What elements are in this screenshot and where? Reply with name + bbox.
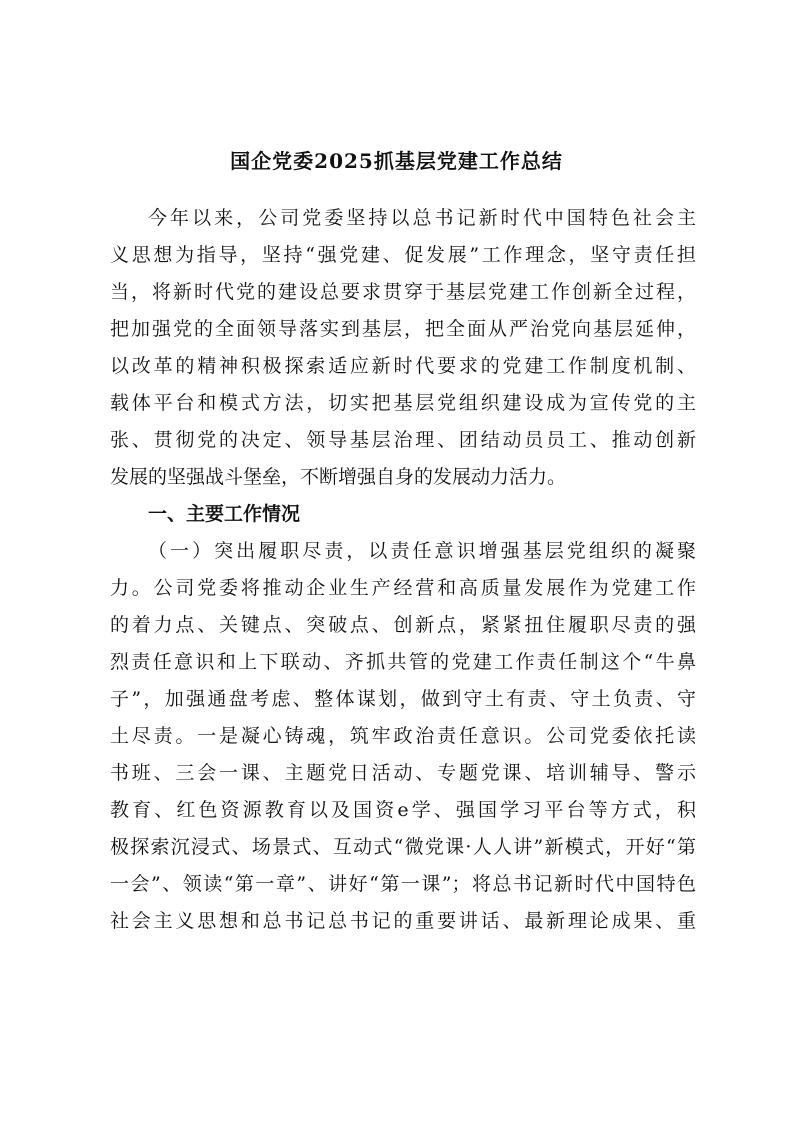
document-title: 国企党委2025抓基层党建工作总结 — [230, 149, 563, 173]
section-line: 的着力点、关键点、突破点、创新点，紧紧扭住履职尽责的强 — [110, 614, 696, 636]
section-line: 书班、三会一课、主题党日活动、专题党课、培训辅导、警示 — [110, 762, 696, 784]
intro-paragraph — [110, 200, 696, 496]
intro-line: 载体平台和模式方法，切实把基层党组织建设成为宣传党的主 — [110, 392, 696, 414]
section-line: 社会主义思想和总书记总书记的重要讲话、最新理论成果、重 — [110, 910, 696, 932]
section-line: 一会”、领读“第一章”、讲好“第一课”；将总书记新时代中国特色 — [110, 873, 696, 895]
section-line: （一）突出履职尽责，以责任意识增强基层党组织的凝聚 — [148, 540, 696, 562]
section-line: 烈责任意识和上下联动、齐抓共管的党建工作责任制这个“牛鼻 — [110, 651, 696, 673]
section-paragraph — [110, 533, 696, 940]
intro-line: 把加强党的全面领导落实到基层，把全面从严治党向基层延伸， — [110, 318, 696, 340]
intro-line: 发展的坚强战斗堡垒，不断增强自身的发展动力活力。 — [110, 466, 567, 488]
intro-line: 义思想为指导，坚持“强党建、促发展”工作理念，坚守责任担 — [110, 244, 696, 266]
section-heading — [110, 496, 696, 533]
intro-line: 今年以来，公司党委坚持以总书记新时代中国特色社会主 — [148, 207, 696, 229]
intro-line: 以改革的精神积极探索适应新时代要求的党建工作制度机制、 — [110, 355, 696, 377]
section-line: 力。公司党委将推动企业生产经营和高质量发展作为党建工作 — [110, 577, 696, 599]
section-line: 土尽责。一是凝心铸魂，筑牢政治责任意识。公司党委依托读 — [110, 725, 696, 747]
section-line: 教育、红色资源教育以及国资e学、强国学习平台等方式，积 — [110, 799, 696, 821]
intro-line: 张、贯彻党的决定、领导基层治理、团结动员员工、推动创新 — [110, 429, 696, 451]
document-body — [110, 163, 696, 940]
intro-line: 当，将新时代党的建设总要求贯穿于基层党建工作创新全过程， — [110, 281, 696, 303]
section-heading-text: 一、主要工作情况 — [148, 503, 301, 525]
section-line: 极探索沉浸式、场景式、互动式“微党课·人人讲”新模式，开好“第 — [110, 836, 696, 858]
section-line: 子”，加强通盘考虑、整体谋划，做到守土有责、守土负责、守 — [110, 688, 696, 710]
